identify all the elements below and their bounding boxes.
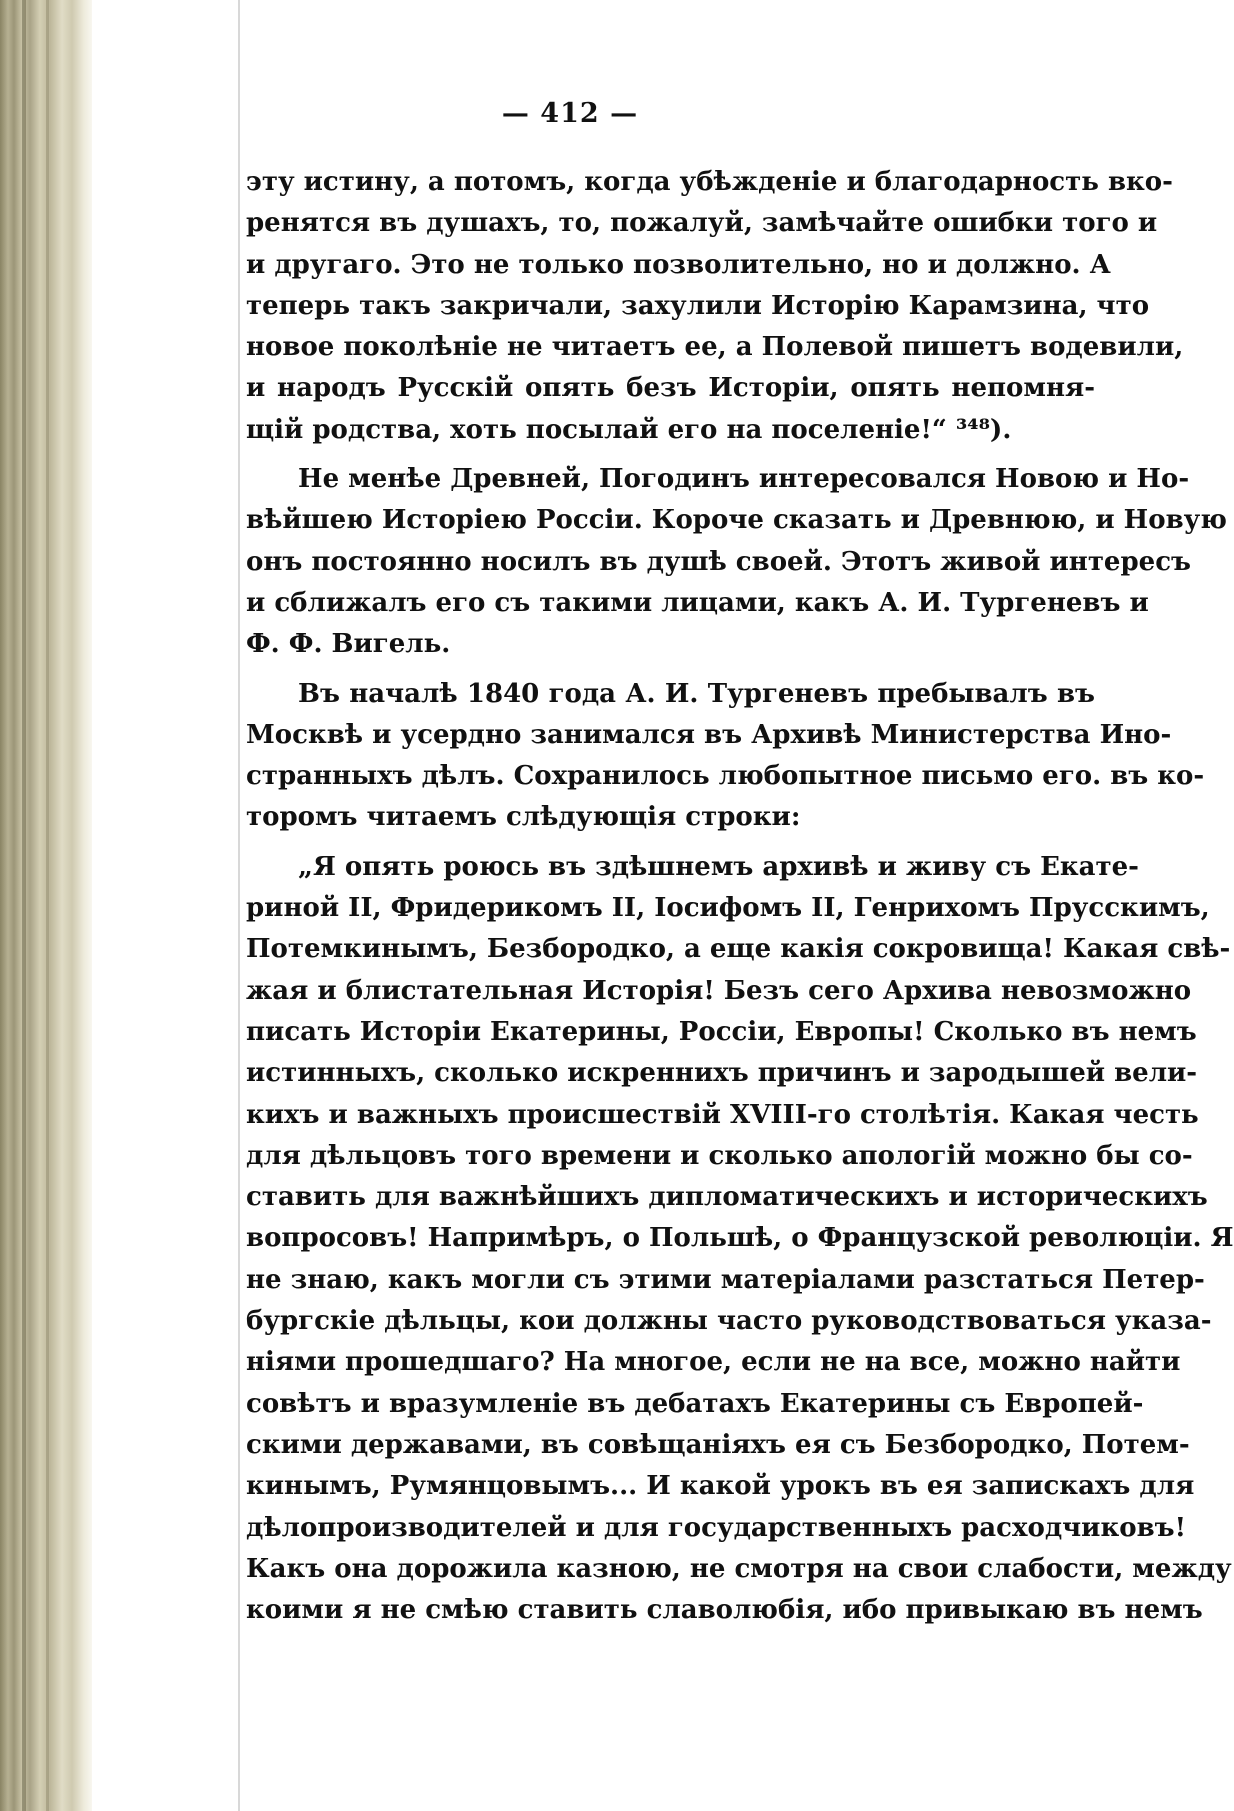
text-line: риной II, Фридерикомъ II, Іосифомъ II, Генрихомъ Прусскимъ, [246,893,1210,924]
text-line: эту истину, а потомъ, когда убѣжденіе и благодарность вко- [246,167,1173,197]
text-line: ренятся въ душахъ, то, пожалуй, замѣчайте ошибки того и [246,208,1158,239]
text-line: скими державами, въ совѣщаніяхъ ея съ Безбородко, Потем- [246,1429,1190,1460]
page-edge [238,0,240,1811]
text-line: новое поколѣніе не читаетъ ее, а Полевой пишетъ водевили, [246,332,1184,363]
text-line: дѣлопроизводителей и для государственныхъ расходчиковъ! [246,1512,1187,1543]
quotation-paragraph [246,847,1234,1632]
text-line: и другаго. Это не только позволительно, но и должно. А [246,249,1111,280]
text-line: и сближалъ его съ такими лицами, какъ А. И. Тургеневъ и [246,587,1149,618]
text-line: странныхъ дѣлъ. Сохранилось любопытное письмо его. въ ко- [246,761,1205,792]
text-line: и народъ Русскій опять безъ Исторіи, опять непомня- [246,373,1095,404]
text-line: писать Исторіи Екатерины, Россіи, Европы! Сколько въ немъ [246,1016,1197,1047]
paragraph [246,674,1205,839]
text-line: ставить для важнѣйшихъ дипломатическихъ и историческихъ [246,1182,1208,1213]
text-line: не знаю, какъ могли съ этими матеріалами разстаться Петер- [246,1264,1205,1295]
text-line: для дѣльцовъ того времени и сколько апологій можно бы со- [246,1140,1193,1171]
text-line: жая и блистательная Исторія! Безъ сего Архива невозможно [246,975,1192,1006]
body-text [246,162,1234,1631]
text-line: теперь такъ закричали, захулили Исторію Карамзина, что [246,290,1150,321]
text-line: вѣйшею Исторіею Россіи. Короче сказать и Древнюю, и Новую [246,505,1227,536]
paragraph [246,162,1184,451]
text-line: бургскіе дѣльцы, кои должны часто руководствоваться указа- [246,1306,1212,1337]
text-line: Въ началѣ 1840 года А. И. Тургеневъ пребывалъ въ [298,678,1095,709]
text-line: Какъ она дорожила казною, не смотря на свои слабости, между [246,1553,1232,1584]
spine-shadow [22,0,26,1811]
text-line: кихъ и важныхъ происшествій XVIII-го столѣтія. Какая честь [246,1099,1199,1130]
text-line: коими я не смѣю ставить славолюбія, ибо привыкаю въ немъ [246,1595,1203,1626]
text-line: Ф. Ф. Вигель. [246,629,451,660]
text-line: торомъ читаемъ слѣдующія строки: [246,802,801,833]
spine-shadow-secondary [46,0,49,1811]
page-number: — 412 — [501,98,639,129]
text-line: совѣтъ и вразумленіе въ дебатахъ Екатерины съ Европей- [246,1388,1144,1419]
text-line: Москвѣ и усердно занимался въ Архивѣ Министерства Ино- [246,719,1172,750]
text-line: „Я опять роюсь въ здѣшнемъ архивѣ и живу съ Екате- [298,851,1139,882]
text-line: истинныхъ, сколько искреннихъ причинъ и зародышей вели- [246,1058,1198,1089]
text-line: щій родства, хоть посылай его на поселеніе!“ ³⁴⁸). [246,414,1012,445]
text-line: ніями прошедшаго? На многое, если не на все, можно найти [246,1347,1181,1378]
text-line: онъ постоянно носилъ въ душѣ своей. Этотъ живой интересъ [246,546,1191,577]
text-line: Потемкинымъ, Безбородко, а еще какія сокровища! Какая свѣ- [246,934,1231,965]
paragraph [246,459,1227,665]
text-line: Не менѣе Древней, Погодинъ интересовался Новою и Но- [298,464,1190,495]
text-line: вопросовъ! Напримѣръ, о Польшѣ, о Французской революціи. Я [246,1223,1234,1254]
text-line: кинымъ, Румянцовымъ... И какой урокъ въ ея запискахъ для [246,1471,1195,1502]
